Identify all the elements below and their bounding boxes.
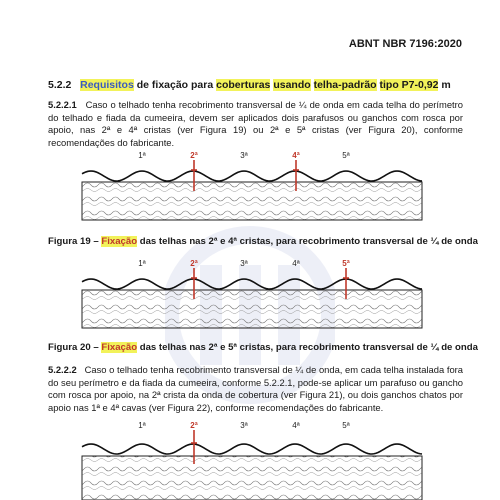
heading-word-tipo: tipo P7-0,92 <box>379 79 439 91</box>
heading-unit: m <box>441 79 451 91</box>
figure-19-drawing <box>0 150 500 228</box>
paragraph-5-2-2-2 <box>48 364 463 414</box>
section-heading <box>48 79 451 91</box>
caption-label: Figura 20 – <box>48 342 99 353</box>
section-number: 5.2.2 <box>48 79 72 91</box>
wood-purlin <box>82 456 422 500</box>
standard-id: ABNT NBR 7196:2020 <box>348 38 462 50</box>
crest-label: 1ª <box>138 151 146 160</box>
caption-label: Figura 19 – <box>48 236 99 247</box>
caption-text: das telhas nas 2ª e 5ª cristas, para recobrimento transversal de ¼ de onda <box>139 342 478 353</box>
paragraph-5-2-2-1 <box>48 99 463 149</box>
crest-label: 3ª <box>240 151 248 160</box>
heading-word-coberturas: coberturas <box>216 79 271 91</box>
caption-highlight: Fixação <box>101 236 138 247</box>
heading-word-usando: usando <box>273 79 311 91</box>
crest-label: 1ª <box>138 421 146 430</box>
crest-label: 4ª <box>292 421 300 430</box>
figure-20-caption <box>48 342 478 353</box>
crest-label: 1ª <box>138 259 146 268</box>
paragraph-number: 5.2.2.2 <box>48 364 77 375</box>
heading-text: de fixação para <box>136 79 214 91</box>
crest-label: 4ª <box>292 151 300 160</box>
crest-label: 5ª <box>342 259 350 268</box>
figure-21-drawing <box>0 420 500 500</box>
caption-text: das telhas nas 2ª e 4ª cristas, para recobrimento transversal de ¼ de onda <box>139 236 478 247</box>
crest-label: 3ª <box>240 259 248 268</box>
caption-highlight: Fixação <box>101 342 138 353</box>
paragraph-number: 5.2.2.1 <box>48 99 77 110</box>
wood-purlin <box>82 182 422 220</box>
crest-label: 5ª <box>342 421 350 430</box>
crest-label: 2ª <box>190 421 198 430</box>
corrugated-sheet <box>82 279 422 289</box>
figure-20-drawing <box>0 258 500 336</box>
corrugated-sheet <box>82 171 422 181</box>
crest-label: 5ª <box>342 151 350 160</box>
corrugated-sheet <box>82 444 422 454</box>
paragraph-text: Caso o telhado tenha recobrimento transversal de ¼ de onda, em cada telha instalada fora do seu perímetro e da fiada da cumeeira, conforme 5.2.2.1, pode-se aplicar um parafuso ou gancho com rosca por apoio, na 2ª crista da onda de cobertura (ver Figura 21), ou dois ganchos chatos por apoio nas 1ª e 4ª cavas (ver Figura 22), conforme recomendações do fabricante. <box>48 364 463 413</box>
figure-19-caption <box>48 236 478 247</box>
paragraph-text: Caso o telhado tenha recobrimento transversal de ¼ de onda em cada telha do perímetro do telhado e fiada da cumeeira, devem ser aplicados dois parafusos ou ganchos com rosca por apoio, nas 2ª e 4ª cristas (ver Figura 19) ou 2ª e 5ª cristas (ver Figura 20), conforme recomendações do fabricante. <box>48 99 463 148</box>
crest-label: 4ª <box>292 259 300 268</box>
crest-label: 2ª <box>190 151 198 160</box>
heading-word-requisitos: Requisitos <box>80 79 134 91</box>
wood-purlin <box>82 290 422 328</box>
heading-word-telha-padrao: telha-padrão <box>313 79 377 91</box>
crest-label: 2ª <box>190 259 198 268</box>
crest-label: 3ª <box>240 421 248 430</box>
